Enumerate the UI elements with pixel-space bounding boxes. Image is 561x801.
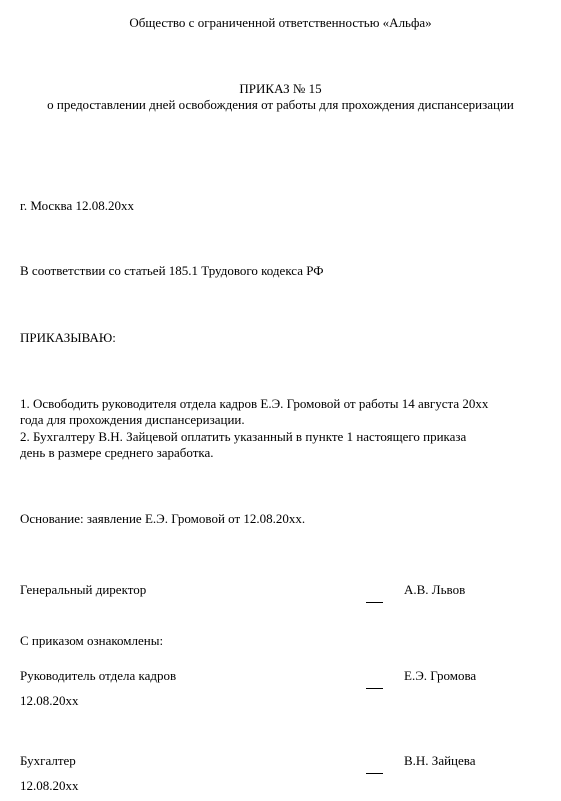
order-item-1-line-1: 1. Освободить руководителя отдела кадров Е.Э. Громовой от работы 14 августа 20хх <box>20 396 489 411</box>
acquainted-name: Е.Э. Громова <box>404 668 477 683</box>
organization-name: Общество с ограниченной ответственностью «Альфа» <box>129 15 432 30</box>
order-word: ПРИКАЗЫВАЮ: <box>20 330 116 345</box>
acquainted-date: 12.08.20хх <box>20 778 79 793</box>
order-subject: о предоставлении дней освобождения от работы для прохождения диспансеризации <box>47 97 514 112</box>
order-item-2-line-1: 2. Бухгалтеру В.Н. Зайцевой оплатить указанный в пункте 1 настоящего приказа <box>20 429 467 444</box>
director-signature-line <box>366 602 383 603</box>
acquainted-signature-line <box>366 688 383 689</box>
order-title: ПРИКАЗ № 15 <box>239 81 322 96</box>
acquainted-date: 12.08.20хх <box>20 693 79 708</box>
director-name: А.В. Львов <box>404 582 466 597</box>
acquainted-position: Бухгалтер <box>20 753 76 768</box>
basis-text: Основание: заявление Е.Э. Громовой от 12.08.20хх. <box>20 511 306 526</box>
legal-basis: В соответствии со статьей 185.1 Трудового кодекса РФ <box>20 263 324 278</box>
acquainted-signature-line <box>366 773 383 774</box>
order-item-1-line-2: года для прохождения диспансеризации. <box>20 412 245 427</box>
director-position: Генеральный директор <box>20 582 147 597</box>
acquainted-name: В.Н. Зайцева <box>404 753 476 768</box>
acquainted-position: Руководитель отдела кадров <box>20 668 177 683</box>
order-item-2-line-2: день в размере среднего заработка. <box>20 445 214 460</box>
acquainted-header: С приказом ознакомлены: <box>20 633 164 648</box>
place-date: г. Москва 12.08.20хх <box>20 198 134 213</box>
